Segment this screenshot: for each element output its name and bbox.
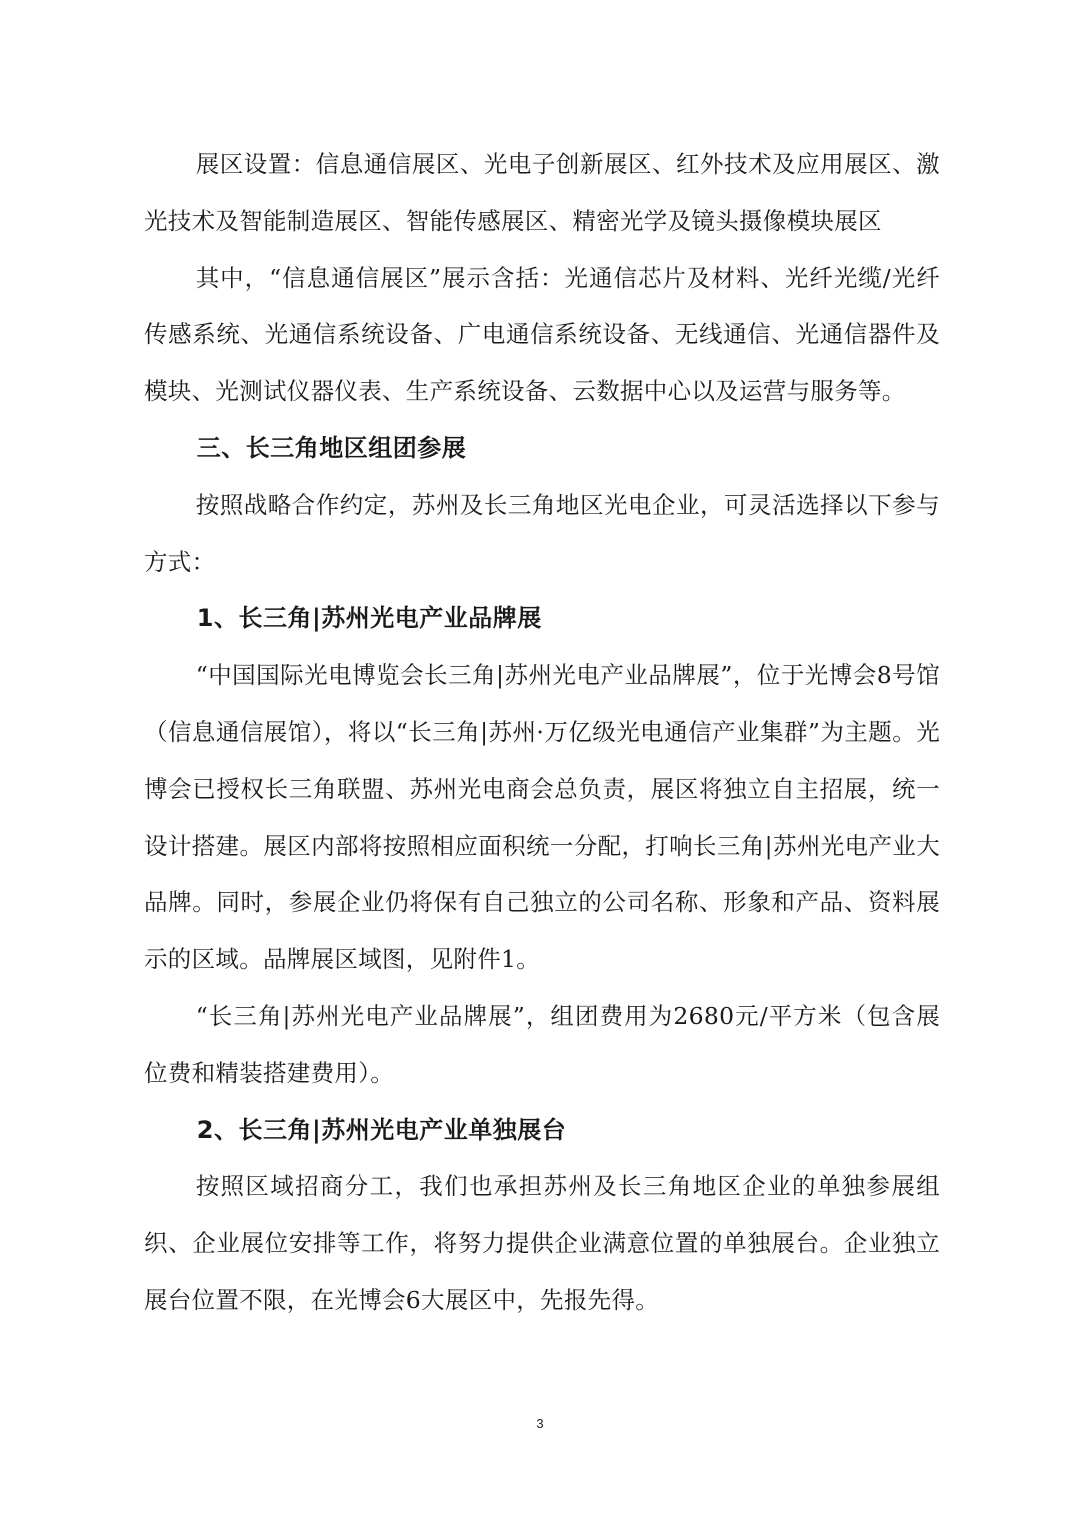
paragraph-info-comm-area: 其中，“信息通信展区”展示含括：光通信芯片及材料、光纤光缆/光纤传感系统、光通信系统设备、广电通信系统设备、无线通信、光通信器件及模块、光测试仪器仪表、生产系统设备、云数据中心以及运营与服务等。 xyxy=(144,263,940,406)
paragraph-participation-intro: 按照战略合作约定，苏州及长三角地区光电企业，可灵活选择以下参与方式： xyxy=(144,490,940,576)
paragraph-brand-exhibition-detail: “中国国际光电博览会长三角|苏州光电产业品牌展”，位于光博会8号馆（信息通信展馆），将以“长三角|苏州·万亿级光电通信产业集群”为主题。光博会已授权长三角联盟、苏州光电商会总负责，展区将独立自主招展，统一设计搭建。展区内部将按照相应面积统一分配，打响长三角|苏州光电产业大品牌。同时，参展企业仍将保有自己独立的公司名称、形象和产品、资料展示的区域。品牌展区域图，见附件1。 xyxy=(144,661,940,974)
paragraph-independent-booth-detail: 按照区域招商分工，我们也承担苏州及长三角地区企业的单独参展组织、企业展位安排等工作，将努力提供企业满意位置的单独展台。企业独立展台位置不限，在光博会6大展区中，先报先得。 xyxy=(144,1172,940,1314)
page-number: 3 xyxy=(536,1416,544,1431)
heading-independent-booth: 2、长三角|苏州光电产业单独展台 xyxy=(196,1115,567,1144)
paragraph-brand-exhibition-fee: “长三角|苏州光电产业品牌展”，组团费用为2680元/平方米（包含展位费和精装搭建费用）。 xyxy=(144,1001,940,1087)
heading-brand-exhibition: 1、长三角|苏州光电产业品牌展 xyxy=(196,604,542,633)
paragraph-exhibition-areas: 展区设置：信息通信展区、光电子创新展区、红外技术及应用展区、激光技术及智能制造展区、智能传感展区、精密光学及镜头摄像模块展区 xyxy=(144,150,940,235)
heading-section-3: 三、长三角地区组团参展 xyxy=(196,433,467,462)
document-body xyxy=(144,136,940,1329)
